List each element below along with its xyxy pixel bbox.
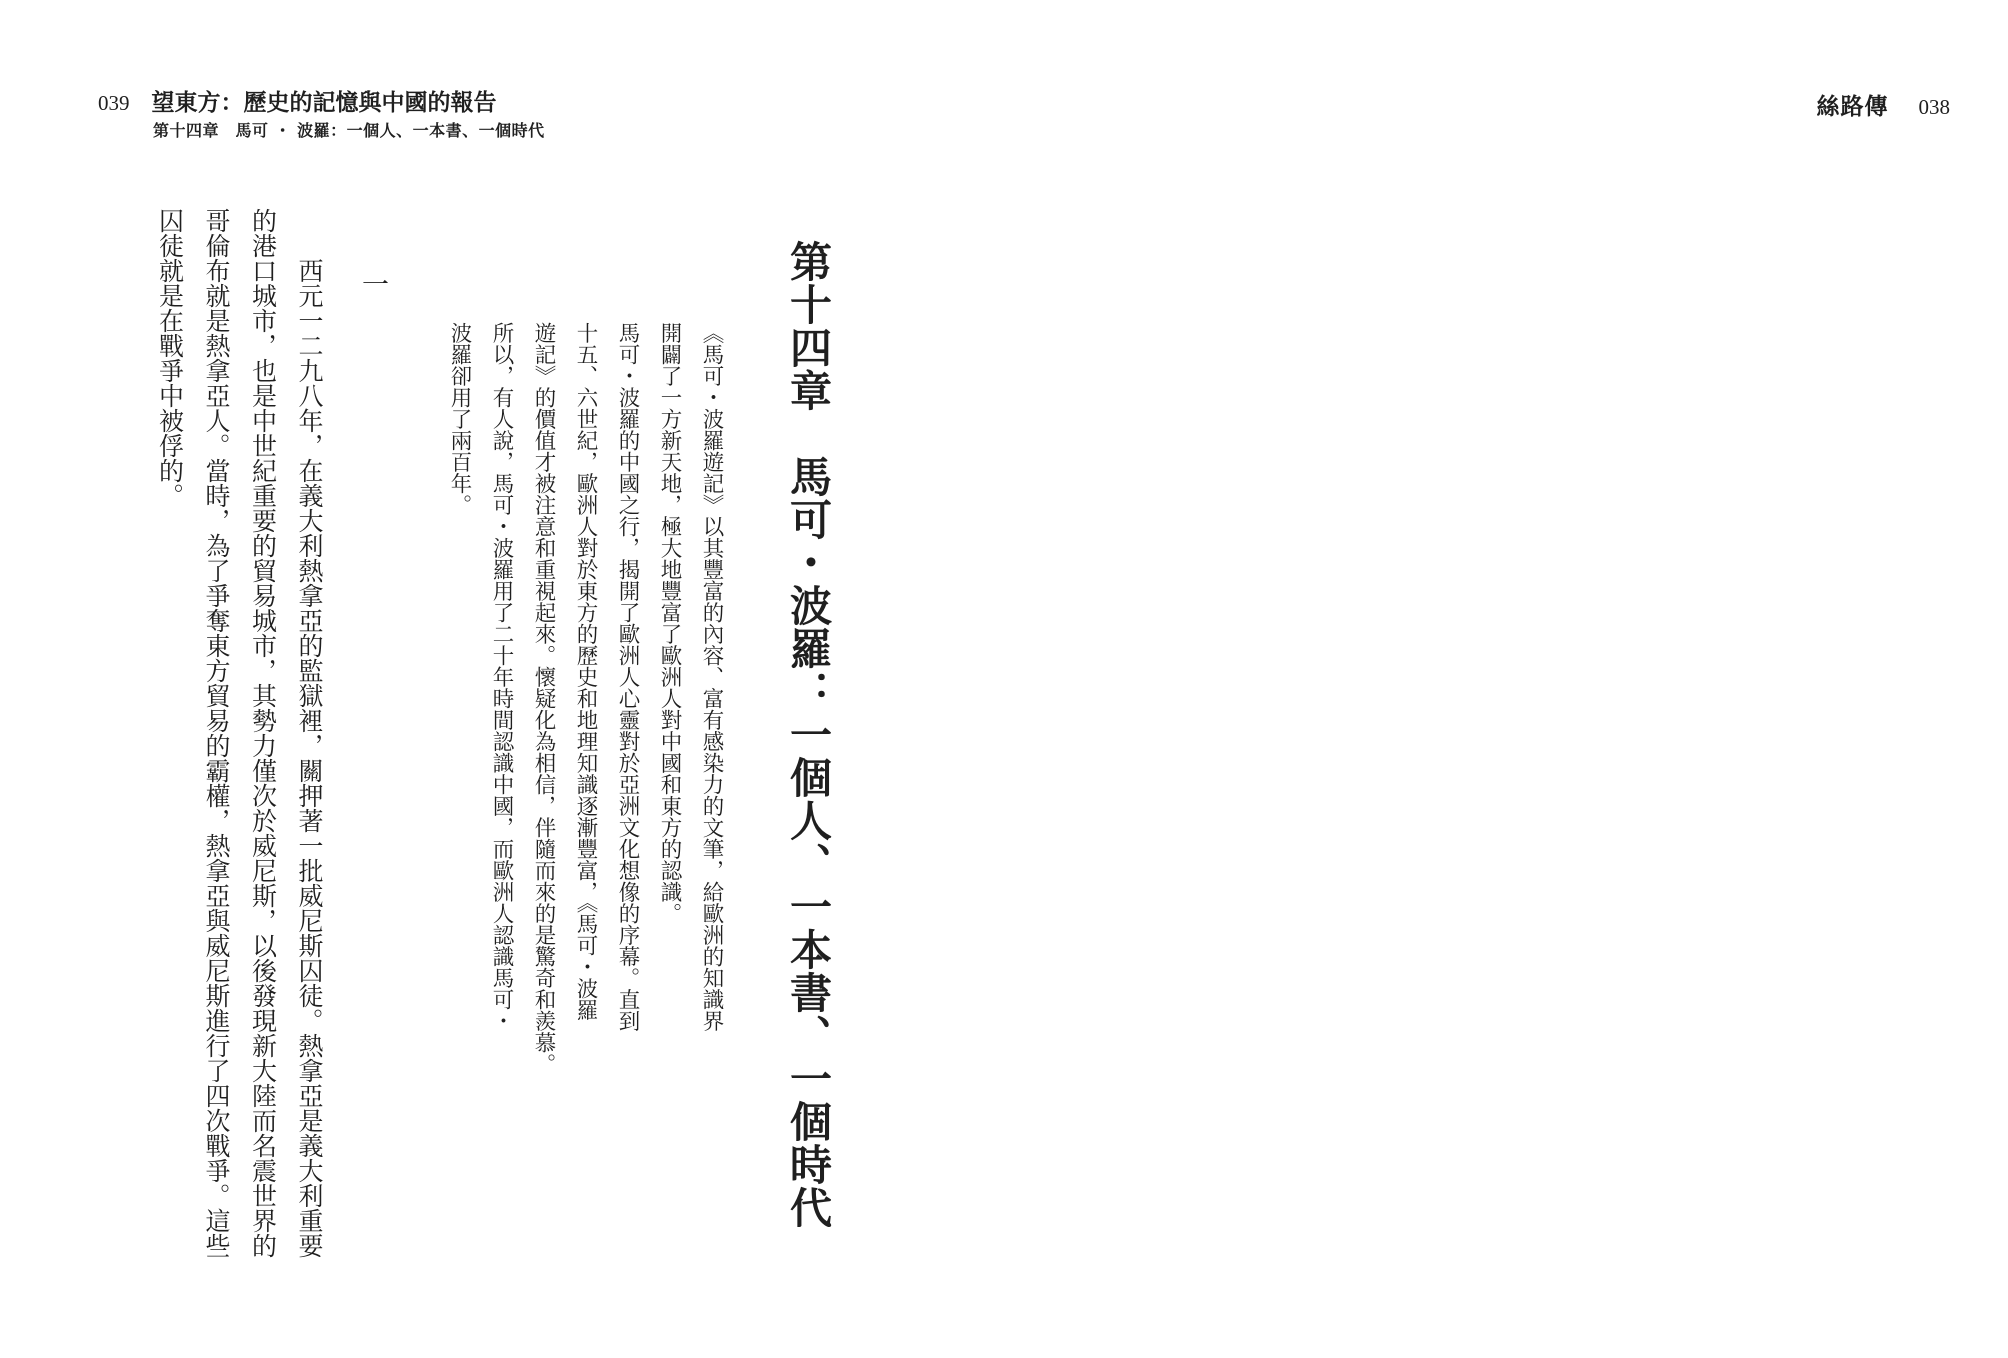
header-left-row — [98, 88, 545, 118]
intro-line: 波羅卻用了兩百年。 — [447, 322, 472, 516]
page-number-right: 038 — [1918, 95, 1950, 119]
series-title: 絲路傳 — [1816, 94, 1889, 120]
intro-line: 馬可・波羅的中國之行，揭開了歐洲人心靈對於亞洲文化想像的序幕。直到 — [615, 322, 640, 1032]
chapter-intro — [438, 322, 732, 1075]
body-text — [146, 208, 332, 1278]
page-number-left: 039 — [98, 91, 130, 115]
book-title: 望東方：歷史的記憶與中國的報告 — [151, 90, 497, 116]
running-header-left — [98, 88, 545, 142]
intro-line: 《馬可・波羅遊記》以其豐富的內容、富有感染力的文筆，給歐洲的知識界 — [699, 322, 724, 1032]
chapter-title: 第十四章 馬可・波羅：一個人、一本書、一個時代 — [784, 240, 833, 1229]
intro-line: 開闢了一方新天地，極大地豐富了歐洲人對中國和東方的認識。 — [657, 322, 682, 924]
body-paragraph: 西元一二九八年，在義大利熱拿亞的監獄裡，關押著一批威尼斯囚徒。熱拿亞是義大利重要的港口城市，也是中世紀重要的貿易城市，其勢力僅次於威尼斯，以後發現新大陸而名震世界的哥倫布就是熱拿亞人。當時，為了爭奪東方貿易的霸權，熱拿亞與威尼斯進行了四次戰爭。這些囚徒就是在戰爭中被俘的。 — [155, 208, 324, 1258]
intro-line: 十五、六世紀，歐洲人對於東方的歷史和地理知識逐漸豐富，《馬可・波羅 — [573, 322, 598, 1021]
chapter-subtitle-header: 第十四章 馬可 ・ 波羅：一個人、一本書、一個時代 — [153, 121, 545, 140]
running-header-right — [1817, 88, 1951, 121]
section-number: 一 — [357, 270, 388, 297]
intro-line: 所以，有人說，馬可・波羅用了二十年時間認識中國，而歐洲人認識馬可・ — [489, 322, 514, 1032]
intro-line: 遊記》的價值才被注意和重視起來。懷疑化為相信，伴隨而來的是驚奇和羨慕。 — [531, 322, 556, 1075]
